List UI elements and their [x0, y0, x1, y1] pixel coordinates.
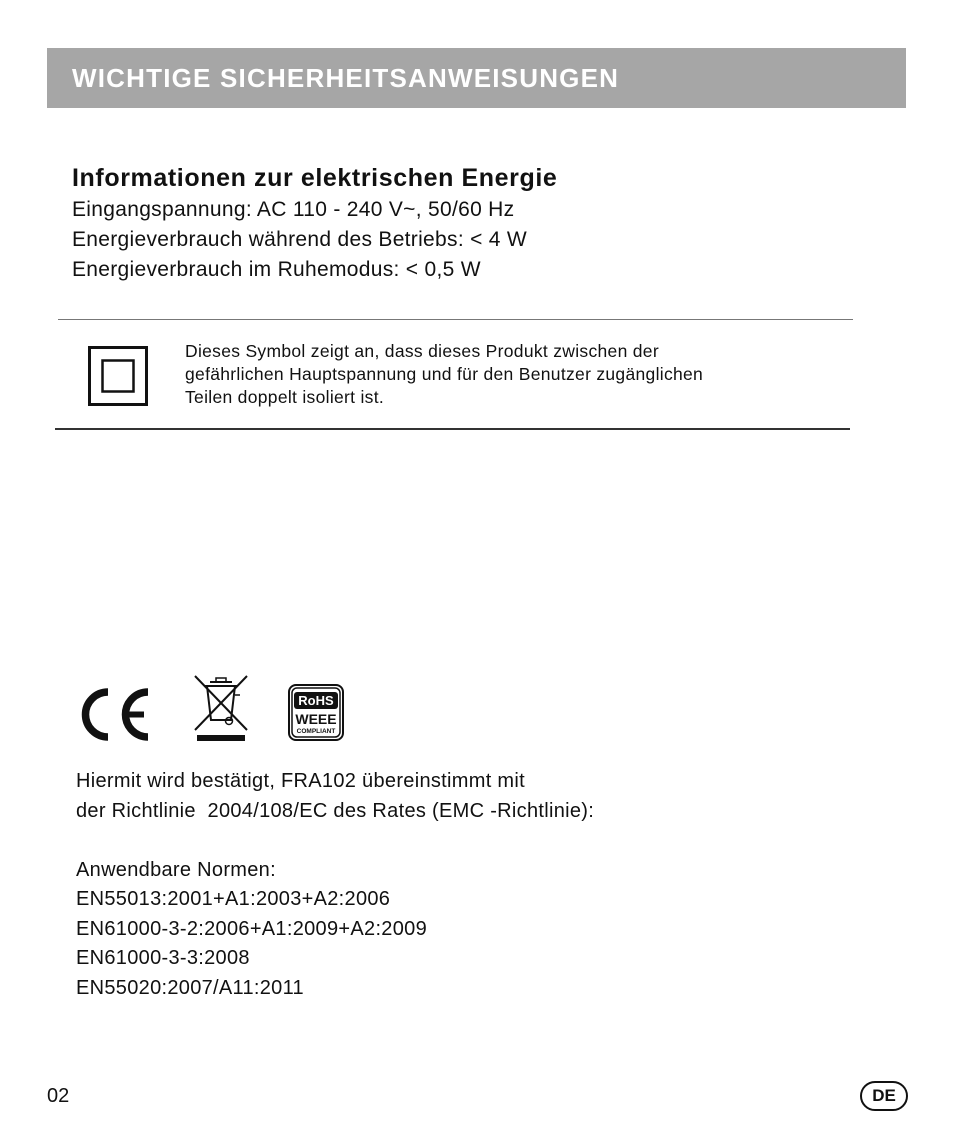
- header-bar: [47, 48, 906, 108]
- rohs-weee-compliant-logo: [288, 684, 344, 741]
- symbol-description-line: Teilen doppelt isoliert ist.: [185, 387, 385, 407]
- page-number: 02: [47, 1085, 70, 1107]
- weee-label: WEEE: [295, 711, 337, 727]
- norm-item: EN61000-3-2:2006+A1:2009+A2:2009: [76, 918, 427, 940]
- language-badge: DE: [860, 1081, 908, 1111]
- page-title: WICHTIGE SICHERHEITSANWEISUNGEN: [72, 63, 620, 93]
- norm-item: EN55013:2001+A1:2003+A2:2006: [76, 888, 391, 910]
- crossed-out-wheelie-bin-icon: [192, 673, 250, 743]
- norm-item: EN61000-3-3:2008: [76, 947, 250, 969]
- norm-item: EN55020:2007/A11:2011: [76, 977, 304, 999]
- divider-bottom: [55, 428, 850, 430]
- rohs-label: RoHS: [298, 693, 334, 708]
- declaration-line: der Richtlinie 2004/108/EC des Rates (EMC -Richtlinie):: [76, 800, 595, 822]
- compliant-label: COMPLIANT: [296, 728, 336, 735]
- declaration-line: Hiermit wird bestätigt, FRA102 übereinstimmt mit: [76, 770, 525, 792]
- ce-mark-logo: [74, 687, 152, 742]
- symbol-description-line: gefährlichen Hauptspannung und für den Benutzer zugänglichen: [185, 364, 704, 384]
- divider-top: [58, 319, 853, 320]
- standby-power-line: Energieverbrauch im Ruhemodus: < 0,5 W: [72, 258, 481, 281]
- input-voltage-line: Eingangspannung: AC 110 - 240 V~, 50/60 Hz: [72, 198, 515, 221]
- double-insulation-icon: [88, 346, 148, 406]
- energy-section-title: Informationen zur elektrischen Energie: [72, 164, 558, 192]
- norms-title: Anwendbare Normen:: [76, 859, 276, 881]
- symbol-description-line: Dieses Symbol zeigt an, dass dieses Produkt zwischen der: [185, 341, 659, 361]
- operating-power-line: Energieverbrauch während des Betriebs: < 4 W: [72, 228, 528, 251]
